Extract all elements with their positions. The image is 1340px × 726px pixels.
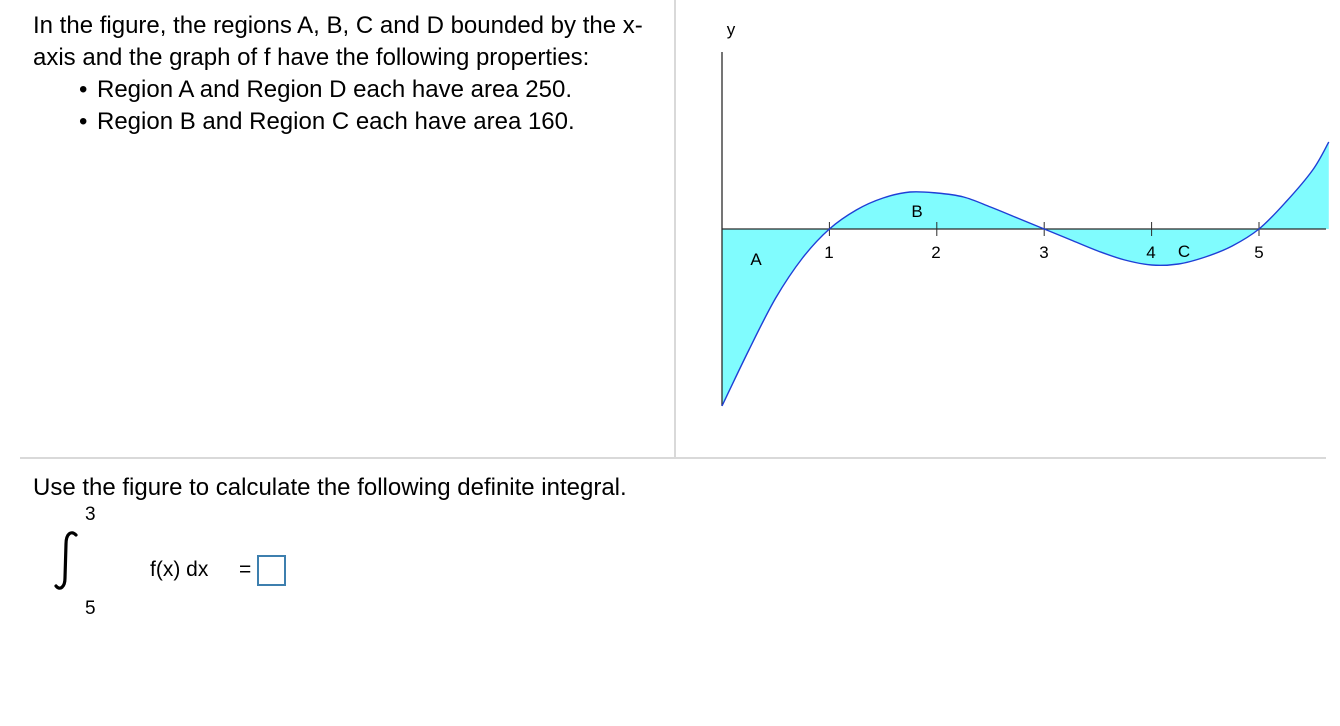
x-tick-label: 4 [1146,243,1156,262]
definite-integral [52,500,312,630]
region-label-a: A [750,250,762,269]
problem-intro: In the figure, the regions A, B, C and D bounded by the x-axis and the graph of f have the following properties: [33,12,643,71]
lower-limit: 5 [85,598,96,619]
graph-of-f [722,142,1329,406]
problem-statement [33,10,653,138]
answer-input[interactable] [257,555,286,586]
integrand: f(x) dx [150,558,209,581]
x-tick-label: 5 [1254,243,1264,262]
region-properties-list [33,74,653,138]
horizontal-divider [20,457,1326,459]
region-property-item: • Region B and Region C each have area 160. [79,106,653,138]
integral-sign-icon [52,530,82,592]
region-label-b: B [911,202,923,221]
region-label-c: C [1177,242,1191,261]
equals-sign: = [239,558,252,581]
region-property-item: • Region A and Region D each have area 250. [79,74,653,106]
x-tick-label: 2 [931,243,941,262]
x-tick-label: 3 [1039,243,1049,262]
upper-limit: 3 [85,504,96,525]
function-graph [676,0,1340,456]
x-tick-label: 1 [824,243,834,262]
y-axis-label: y [726,20,736,39]
shaded-regions [722,142,1329,406]
question-prompt: Use the figure to calculate the following definite integral. [33,474,627,501]
